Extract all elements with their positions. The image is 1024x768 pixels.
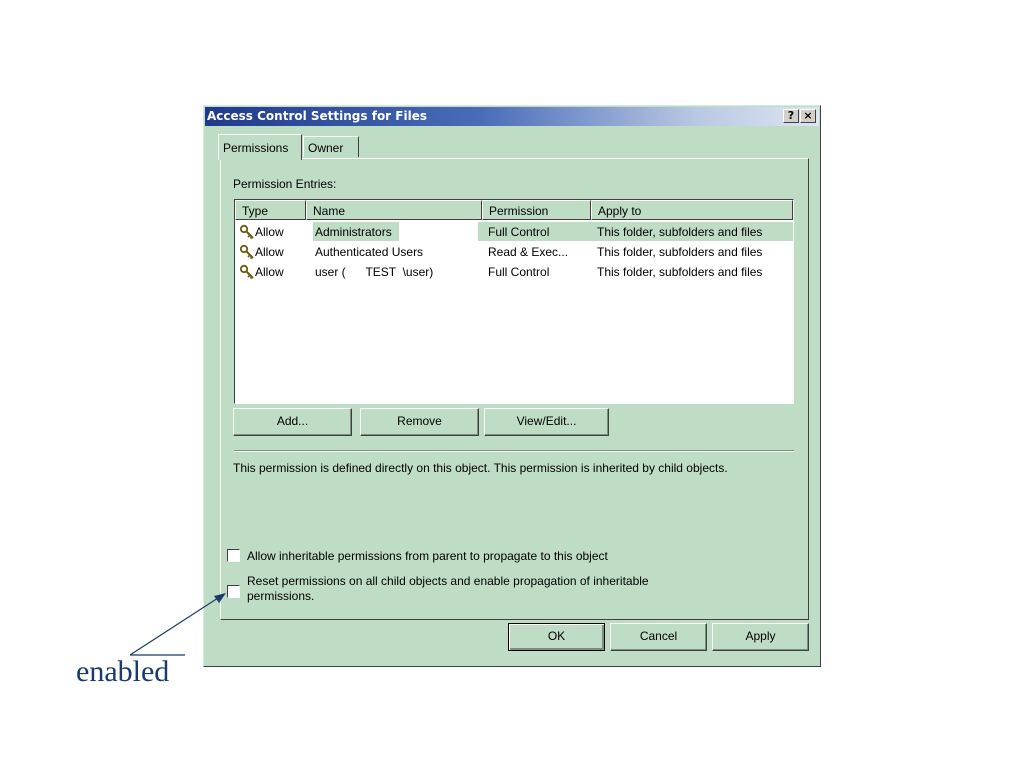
ok-button[interactable]: OK: [508, 623, 605, 651]
permission-entries-label: Permission Entries:: [233, 177, 337, 191]
cancel-button[interactable]: Cancel: [610, 623, 707, 651]
cell-apply-to: This folder, subfolders and files: [597, 245, 763, 259]
apply-button[interactable]: Apply: [712, 623, 809, 651]
add-button[interactable]: Add...: [233, 408, 352, 436]
cell-type: Allow: [255, 225, 284, 239]
column-header-apply-to[interactable]: Apply to: [591, 200, 793, 220]
column-header-type[interactable]: Type: [235, 200, 306, 220]
help-button[interactable]: ?: [783, 109, 799, 123]
cell-type: Allow: [255, 265, 284, 279]
tab-permissions[interactable]: Permissions: [218, 134, 302, 160]
tab-owner[interactable]: Owner: [303, 136, 359, 157]
close-button[interactable]: ×: [800, 109, 816, 123]
cell-apply-to: This folder, subfolders and files: [597, 225, 763, 239]
allow-inheritable-label[interactable]: Allow inheritable permissions from parent to propagate to this object: [247, 549, 608, 563]
cell-name: user ( TEST \user): [315, 265, 434, 279]
cell-name: Authenticated Users: [315, 245, 424, 259]
permission-description: This permission is defined directly on this object. This permission is inherited by child objects.: [233, 461, 728, 475]
cell-apply-to: This folder, subfolders and files: [597, 265, 763, 279]
annotation-label: enabled: [76, 655, 170, 688]
reset-permissions-label-line1[interactable]: Reset permissions on all child objects and enable propagation of inheritable: [247, 574, 649, 588]
reset-permissions-label-line2[interactable]: permissions.: [247, 589, 315, 603]
dialog-title: Access Control Settings for Files: [207, 109, 427, 123]
remove-button[interactable]: Remove: [360, 408, 479, 436]
cell-permission: Full Control: [488, 225, 550, 239]
cell-type: Allow: [255, 245, 284, 259]
cell-permission: Full Control: [488, 265, 550, 279]
cell-name: Administrators: [315, 225, 392, 239]
cell-permission: Read & Exec...: [488, 245, 569, 259]
view-edit-button[interactable]: View/Edit...: [484, 408, 609, 436]
column-header-name[interactable]: Name: [306, 200, 482, 220]
column-header-permission[interactable]: Permission: [482, 200, 591, 220]
